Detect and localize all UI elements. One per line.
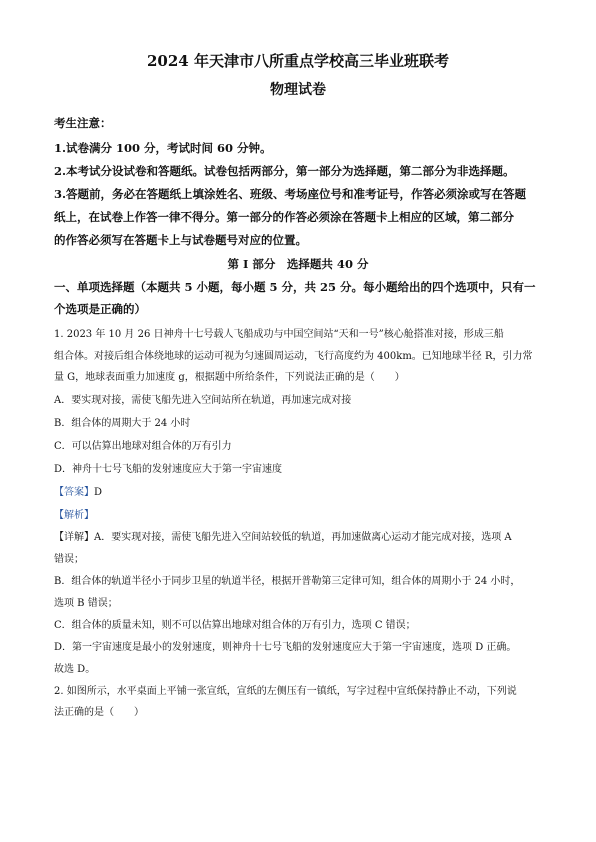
explanation-line: B．组合体的轨道半径小于同步卫星的轨道半径，根据开普勒第三定律可知，组合体的周期小于 24 小时， <box>54 575 521 587</box>
explanation-line <box>54 527 542 549</box>
explanation-line: C．组合体的质量未知，则不可以估算出地球对组合体的万有引力，选项 C 错误； <box>54 619 416 631</box>
question-1 <box>54 324 542 681</box>
notice-line: 2.本考试分设试卷和答题纸。试卷包括两部分，第一部分为选择题，第二部分为非选择题。 <box>54 164 515 178</box>
question-stem-line: 组合体。对接后组合体绕地球的运动可视为匀速圆周运动，飞行高度约为 400km。已知地球半径 R，引力常 <box>54 350 533 362</box>
detail-tag: 【详解】 <box>54 531 94 543</box>
explanation-line: D．第一宇宙速度是最小的发射速度，则神舟十七号飞船的发射速度应大于第一宇宙速度，选项 D 正确。 <box>54 641 517 653</box>
part-heading: 第 I 部分 选择题共 40 分 <box>227 257 369 271</box>
question-stem-line: 1. 2023 年 10 月 26 日神舟十七号载人飞船成功与中国空间站“天和一号”核心舱搭准对接，形成三船 <box>54 329 504 340</box>
exam-title: 2024 年天津市八所重点学校高三毕业班联考 <box>147 52 449 70</box>
option-d: D．神舟十七号飞船的发射速度应大于第一宇宙速度 <box>54 463 283 475</box>
analysis-tag: 【解析】 <box>54 509 94 521</box>
section-line: 个选项是正确的） <box>54 302 146 316</box>
answer-line <box>54 481 542 504</box>
section-heading <box>54 276 542 320</box>
option-a: A．要实现对接，需使飞船先进入空间站所在轨道，再加速完成对接 <box>54 394 352 406</box>
notice-block <box>54 114 542 252</box>
question-stem-line: 法正确的是（ ） <box>54 707 144 718</box>
notice-line: 1.试卷满分 100 分，考试时间 60 分钟。 <box>54 141 272 155</box>
option-c: C．可以估算出地球对组合体的万有引力 <box>54 440 232 452</box>
option-b: B．组合体的周期大于 24 小时 <box>54 417 191 429</box>
notice-title: 考生注意： <box>54 116 112 130</box>
question-stem-line: 量 G，地球表面重力加速度 g，根据题中所给条件，下列说法正确的是（ ） <box>54 372 405 383</box>
explanation-line: 错误； <box>54 553 84 565</box>
answer-value: D <box>94 486 103 498</box>
section-line: 一、单项选择题（本题共 5 小题，每小题 5 分，共 25 分。每小题给出的四个选项中，只有一 <box>54 280 536 294</box>
explanation-text: A．要实现对接，需使飞船先进入空间站较低的轨道，再加速做离心运动才能完成对接，选项 A <box>94 531 512 543</box>
explanation-line: 故选 D。 <box>54 663 96 675</box>
exam-subtitle: 物理试卷 <box>270 82 326 98</box>
explanation-line: 选项 B 错误； <box>54 597 118 609</box>
notice-line: 的作答必须写在答题卡上与试卷题号对应的位置。 <box>54 233 307 247</box>
notice-line: 纸上，在试卷上作答一律不得分。第一部分的作答必须涂在答题卡上相应的区域，第二部分 <box>54 210 514 224</box>
question-stem-line: 2. 如图所示，水平桌面上平铺一张宣纸，宣纸的左侧压有一镇纸，写字过程中宣纸保持静止不动，下列说 <box>54 685 517 697</box>
answer-tag: 【答案】 <box>54 486 94 498</box>
question-2 <box>54 681 542 724</box>
notice-line: 3.答题前，务必在答题纸上填涂姓名、班级、考场座位号和准考证号，作答必须涂或写在答题 <box>54 187 527 201</box>
